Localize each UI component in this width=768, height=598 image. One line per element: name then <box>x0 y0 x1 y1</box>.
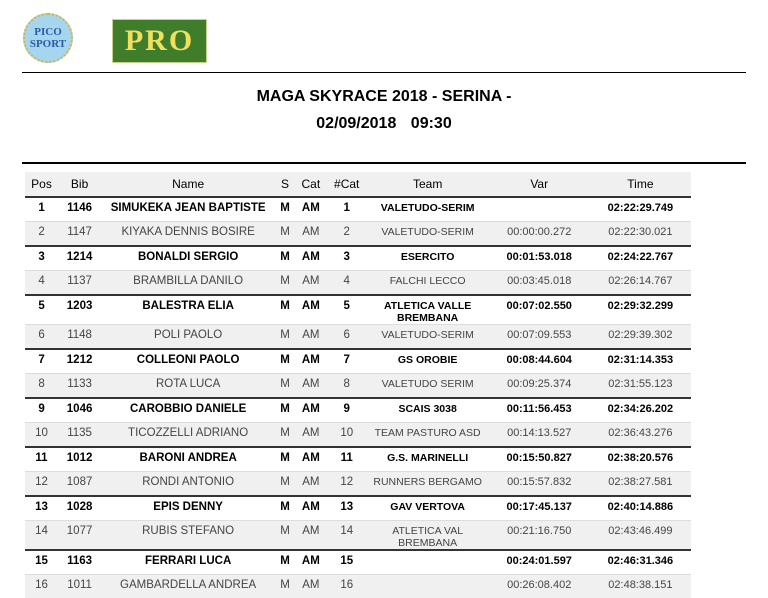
cell-var: 00:11:56.453 <box>489 398 590 423</box>
cell-bib: 1214 <box>58 246 101 271</box>
cell-time: 02:22:30.021 <box>590 222 691 247</box>
table-row <box>25 271 691 296</box>
cell-bib: 1012 <box>58 447 101 472</box>
cell-var: 00:15:57.832 <box>489 472 590 497</box>
cell-cat: AM <box>295 398 327 423</box>
cell-pos: 15 <box>25 550 58 575</box>
cell-time: 02:29:39.302 <box>590 325 691 350</box>
table-row <box>25 349 691 374</box>
table-row <box>25 197 691 222</box>
cell-s: M <box>275 550 295 575</box>
divider <box>22 72 746 73</box>
cell-time: 02:26:14.767 <box>590 271 691 296</box>
cell-name: BRAMBILLA DANILO <box>101 271 275 296</box>
cell-bib: 1028 <box>58 496 101 521</box>
cell-pos: 4 <box>25 271 58 296</box>
cell-var: 00:15:50.827 <box>489 447 590 472</box>
table-row <box>25 325 691 350</box>
cell-team: VALETUDO-SERIM <box>367 325 489 350</box>
cell-bib: 1147 <box>58 222 101 247</box>
divider <box>22 162 746 164</box>
cell-time: 02:31:14.353 <box>590 349 691 374</box>
table-row <box>25 472 691 497</box>
cell-pos: 7 <box>25 349 58 374</box>
table-row <box>25 295 691 325</box>
cell-pos: 10 <box>25 423 58 448</box>
cell-team: GAV VERTOVA <box>367 496 489 521</box>
cell-time: 02:38:27.581 <box>590 472 691 497</box>
cell-s: M <box>275 197 295 222</box>
cell-catpos: 16 <box>327 575 367 598</box>
cell-name: TICOZZELLI ADRIANO <box>101 423 275 448</box>
cell-bib: 1135 <box>58 423 101 448</box>
column-header-time: Time <box>590 172 691 197</box>
cell-name: KIYAKA DENNIS BOSIRE <box>101 222 275 247</box>
cell-s: M <box>275 423 295 448</box>
cell-cat: AM <box>295 222 327 247</box>
cell-team: VALETUDO SERIM <box>367 374 489 399</box>
cell-cat: AM <box>295 325 327 350</box>
cell-var: 00:21:16.750 <box>489 521 590 551</box>
cell-catpos: 6 <box>327 325 367 350</box>
cell-catpos: 13 <box>327 496 367 521</box>
cell-s: M <box>275 447 295 472</box>
cell-pos: 11 <box>25 447 58 472</box>
cell-pos: 3 <box>25 246 58 271</box>
column-header-bib: Bib <box>58 172 101 197</box>
cell-name: CAROBBIO DANIELE <box>101 398 275 423</box>
cell-pos: 12 <box>25 472 58 497</box>
table-row <box>25 222 691 247</box>
cell-time: 02:43:46.499 <box>590 521 691 551</box>
cell-pos: 1 <box>25 197 58 222</box>
cell-team: ATLETICA VAL BREMBANA <box>367 521 489 551</box>
cell-var: 00:01:53.018 <box>489 246 590 271</box>
cell-team: ESERCITO <box>367 246 489 271</box>
column-header-cat: Cat <box>295 172 327 197</box>
cell-catpos: 12 <box>327 472 367 497</box>
column-header-name: Name <box>101 172 275 197</box>
cell-var: 00:17:45.137 <box>489 496 590 521</box>
cell-var: 00:24:01.597 <box>489 550 590 575</box>
cell-s: M <box>275 295 295 325</box>
column-header-var: Var <box>489 172 590 197</box>
cell-catpos: 5 <box>327 295 367 325</box>
cell-cat: AM <box>295 521 327 551</box>
cell-team: VALETUDO-SERIM <box>367 197 489 222</box>
table-row <box>25 575 691 598</box>
cell-bib: 1146 <box>58 197 101 222</box>
cell-name: POLI PAOLO <box>101 325 275 350</box>
cell-team: SCAIS 3038 <box>367 398 489 423</box>
cell-name: RUBIS STEFANO <box>101 521 275 551</box>
cell-pos: 9 <box>25 398 58 423</box>
cell-s: M <box>275 374 295 399</box>
cell-time: 02:22:29.749 <box>590 197 691 222</box>
cell-team: RUNNERS BERGAMO <box>367 472 489 497</box>
column-header-s: S <box>275 172 295 197</box>
cell-cat: AM <box>295 423 327 448</box>
table-row <box>25 423 691 448</box>
cell-bib: 1148 <box>58 325 101 350</box>
cell-bib: 1163 <box>58 550 101 575</box>
cell-catpos: 4 <box>327 271 367 296</box>
table-row <box>25 496 691 521</box>
cell-team: TEAM PASTURO ASD <box>367 423 489 448</box>
cell-var: 00:08:44.604 <box>489 349 590 374</box>
cell-bib: 1137 <box>58 271 101 296</box>
cell-cat: AM <box>295 496 327 521</box>
cell-team: FALCHI LECCO <box>367 271 489 296</box>
cell-s: M <box>275 398 295 423</box>
cell-catpos: 11 <box>327 447 367 472</box>
cell-s: M <box>275 472 295 497</box>
cell-team: GS OROBIE <box>367 349 489 374</box>
cell-catpos: 7 <box>327 349 367 374</box>
cell-cat: AM <box>295 349 327 374</box>
cell-var: 00:26:08.402 <box>489 575 590 598</box>
cell-s: M <box>275 349 295 374</box>
cell-s: M <box>275 222 295 247</box>
cell-cat: AM <box>295 447 327 472</box>
column-header-team: Team <box>367 172 489 197</box>
cell-name: COLLEONI PAOLO <box>101 349 275 374</box>
cell-catpos: 1 <box>327 197 367 222</box>
cell-s: M <box>275 271 295 296</box>
table-row <box>25 521 691 551</box>
table-row <box>25 447 691 472</box>
cell-team: VALETUDO-SERIM <box>367 222 489 247</box>
cell-var: 00:07:02.550 <box>489 295 590 325</box>
cell-time: 02:40:14.886 <box>590 496 691 521</box>
cell-pos: 5 <box>25 295 58 325</box>
cell-catpos: 14 <box>327 521 367 551</box>
cell-cat: AM <box>295 271 327 296</box>
cell-cat: AM <box>295 295 327 325</box>
cell-name: EPIS DENNY <box>101 496 275 521</box>
cell-team: G.S. MARINELLI <box>367 447 489 472</box>
cell-time: 02:34:26.202 <box>590 398 691 423</box>
cell-catpos: 3 <box>327 246 367 271</box>
cell-team <box>367 550 489 575</box>
cell-time: 02:29:32.299 <box>590 295 691 325</box>
cell-name: GAMBARDELLA ANDREA <box>101 575 275 598</box>
page-title: MAGA SKYRACE 2018 - SERINA - <box>0 88 768 106</box>
column-header-pos: Pos <box>25 172 58 197</box>
cell-s: M <box>275 496 295 521</box>
cell-time: 02:31:55.123 <box>590 374 691 399</box>
cell-catpos: 8 <box>327 374 367 399</box>
cell-pos: 13 <box>25 496 58 521</box>
cell-bib: 1087 <box>58 472 101 497</box>
cell-bib: 1133 <box>58 374 101 399</box>
cell-team <box>367 575 489 598</box>
cell-cat: AM <box>295 246 327 271</box>
cell-name: RONDI ANTONIO <box>101 472 275 497</box>
cell-cat: AM <box>295 550 327 575</box>
cell-time: 02:24:22.767 <box>590 246 691 271</box>
cell-time: 02:36:43.276 <box>590 423 691 448</box>
column-header-catpos: #Cat <box>327 172 367 197</box>
cell-bib: 1212 <box>58 349 101 374</box>
cell-name: BALESTRA ELIA <box>101 295 275 325</box>
cell-cat: AM <box>295 197 327 222</box>
cell-cat: AM <box>295 472 327 497</box>
table-row <box>25 398 691 423</box>
cell-name: BARONI ANDREA <box>101 447 275 472</box>
cell-pos: 16 <box>25 575 58 598</box>
results-table <box>25 172 691 598</box>
cell-bib: 1011 <box>58 575 101 598</box>
cell-bib: 1046 <box>58 398 101 423</box>
cell-time: 02:38:20.576 <box>590 447 691 472</box>
cell-s: M <box>275 246 295 271</box>
table-header <box>25 172 691 197</box>
table-row <box>25 374 691 399</box>
cell-name: BONALDI SERGIO <box>101 246 275 271</box>
cell-s: M <box>275 325 295 350</box>
race-datetime: 02/09/2018 09:30 <box>0 115 768 133</box>
cell-name: FERRARI LUCA <box>101 550 275 575</box>
cell-s: M <box>275 521 295 551</box>
cell-time: 02:48:38.151 <box>590 575 691 598</box>
cell-var: 00:14:13.527 <box>489 423 590 448</box>
cell-cat: AM <box>295 374 327 399</box>
cell-bib: 1077 <box>58 521 101 551</box>
cell-team: ATLETICA VALLE BREMBANA <box>367 295 489 325</box>
cell-pos: 6 <box>25 325 58 350</box>
cell-catpos: 15 <box>327 550 367 575</box>
pico-sport-logo: PICO SPORT <box>23 13 73 63</box>
cell-var: 00:03:45.018 <box>489 271 590 296</box>
cell-bib: 1203 <box>58 295 101 325</box>
cell-var: 00:00:00.272 <box>489 222 590 247</box>
cell-cat: AM <box>295 575 327 598</box>
cell-name: ROTA LUCA <box>101 374 275 399</box>
cell-catpos: 10 <box>327 423 367 448</box>
cell-catpos: 2 <box>327 222 367 247</box>
table-row <box>25 550 691 575</box>
cell-var: 00:09:25.374 <box>489 374 590 399</box>
cell-s: M <box>275 575 295 598</box>
cell-var: 00:07:09.553 <box>489 325 590 350</box>
table-row <box>25 246 691 271</box>
cell-catpos: 9 <box>327 398 367 423</box>
cell-var <box>489 197 590 222</box>
cell-pos: 14 <box>25 521 58 551</box>
cell-time: 02:46:31.346 <box>590 550 691 575</box>
cell-pos: 2 <box>25 222 58 247</box>
cell-name: SIMUKEKA JEAN BAPTISTE <box>101 197 275 222</box>
pro-logo: PRO <box>112 19 207 63</box>
cell-pos: 8 <box>25 374 58 399</box>
